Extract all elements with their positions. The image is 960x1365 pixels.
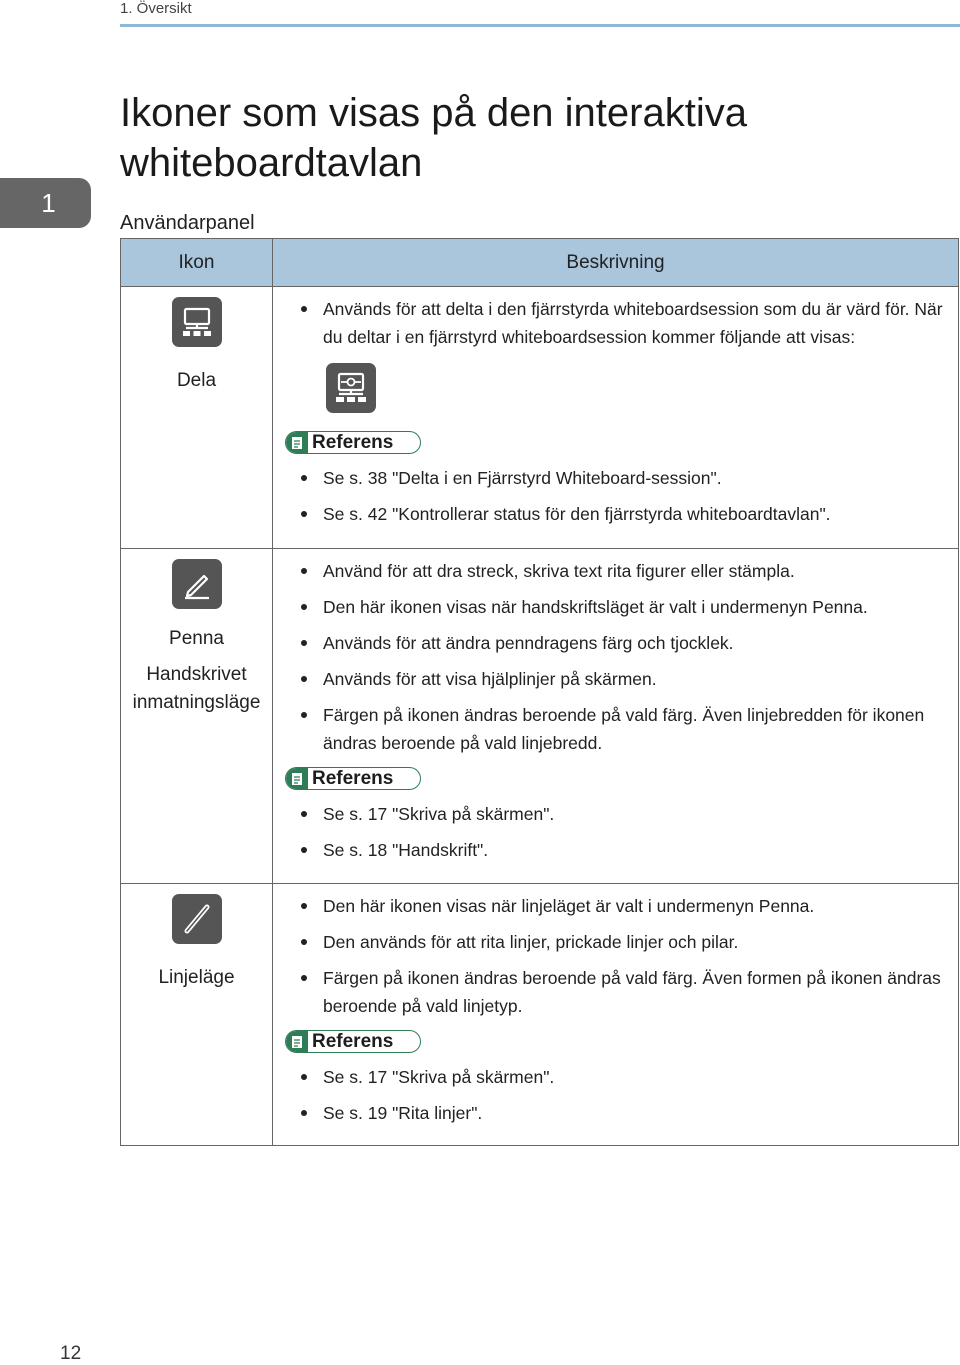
list-item: Färgen på ikonen ändras beroende på vald färg. Även formen på ikonen ändras beroende på vald linjetyp. bbox=[323, 964, 950, 1020]
reference-label: Referens bbox=[312, 1030, 394, 1052]
icon-cell bbox=[121, 549, 273, 884]
icon-name: Dela bbox=[176, 370, 217, 391]
page-title-line-1: Ikoner som visas på den interaktiva bbox=[120, 91, 747, 135]
table-header-row bbox=[121, 239, 959, 287]
icon-name: Penna bbox=[169, 628, 224, 649]
column-header-icon: Ikon bbox=[121, 239, 273, 287]
table-row bbox=[121, 287, 959, 549]
icon-cell bbox=[121, 287, 273, 549]
reference-item: Se s. 18 "Handskrift". bbox=[323, 836, 950, 864]
column-header-description: Beskrivning bbox=[273, 239, 959, 287]
chapter-tab: 1 bbox=[0, 178, 91, 228]
note-icon bbox=[286, 431, 308, 454]
reference-badge bbox=[285, 767, 421, 790]
table-row bbox=[121, 549, 959, 884]
list-item: Används för att ändra penndragens färg och tjocklek. bbox=[323, 629, 950, 657]
reference-label: Referens bbox=[312, 767, 394, 789]
icon-subtitle: inmatningsläge bbox=[132, 692, 261, 713]
list-item: Används för att visa hjälplinjer på skärmen. bbox=[323, 665, 950, 693]
list-item: Färgen på ikonen ändras beroende på vald färg. Även linjebredden för ikonen ändras beroende på vald linjebredd. bbox=[323, 701, 950, 757]
list-item: Använd för att dra streck, skriva text rita figurer eller stämpla. bbox=[323, 557, 950, 585]
section-heading: Användarpanel bbox=[120, 212, 255, 234]
icon-table bbox=[120, 238, 959, 1146]
reference-badge bbox=[285, 1030, 421, 1053]
reference-item: Se s. 19 "Rita linjer". bbox=[323, 1099, 950, 1127]
share-session-icon bbox=[326, 363, 376, 413]
description-cell bbox=[273, 287, 959, 549]
note-icon bbox=[286, 767, 308, 790]
reference-item: Se s. 42 "Kontrollerar status för den fjärrstyrda whiteboardtavlan". bbox=[323, 500, 950, 528]
pen-icon bbox=[172, 559, 222, 609]
list-item: Används för att delta i den fjärrstyrda whiteboardsession som du är värd för. När du deltar i en fjärrstyrd whiteboardsession kommer följande att visas: bbox=[323, 295, 950, 351]
list-item: Den används för att rita linjer, prickade linjer och pilar. bbox=[323, 928, 950, 956]
reference-item: Se s. 17 "Skriva på skärmen". bbox=[323, 800, 950, 828]
list-item: Den här ikonen visas när handskriftsläget är valt i undermenyn Penna. bbox=[323, 593, 950, 621]
running-head: 1. Översikt bbox=[120, 0, 192, 17]
page-title bbox=[120, 88, 747, 188]
header-rule bbox=[120, 24, 960, 27]
reference-label: Referens bbox=[312, 431, 394, 453]
line-icon bbox=[172, 894, 222, 944]
icon-subtitle: Handskrivet bbox=[146, 664, 247, 685]
list-item: Den här ikonen visas när linjeläget är valt i undermenyn Penna. bbox=[323, 892, 950, 920]
description-cell bbox=[273, 884, 959, 1146]
page-title-line-2: whiteboardtavlan bbox=[120, 141, 423, 185]
share-icon bbox=[172, 297, 222, 347]
reference-badge bbox=[285, 431, 421, 454]
reference-item: Se s. 38 "Delta i en Fjärrstyrd Whiteboard-session". bbox=[323, 464, 950, 492]
icon-name: Linjeläge bbox=[158, 967, 235, 988]
page-number: 12 bbox=[60, 1343, 82, 1364]
icon-cell bbox=[121, 884, 273, 1146]
description-cell bbox=[273, 549, 959, 884]
note-icon bbox=[286, 1030, 308, 1053]
reference-item: Se s. 17 "Skriva på skärmen". bbox=[323, 1063, 950, 1091]
table-row bbox=[121, 884, 959, 1146]
